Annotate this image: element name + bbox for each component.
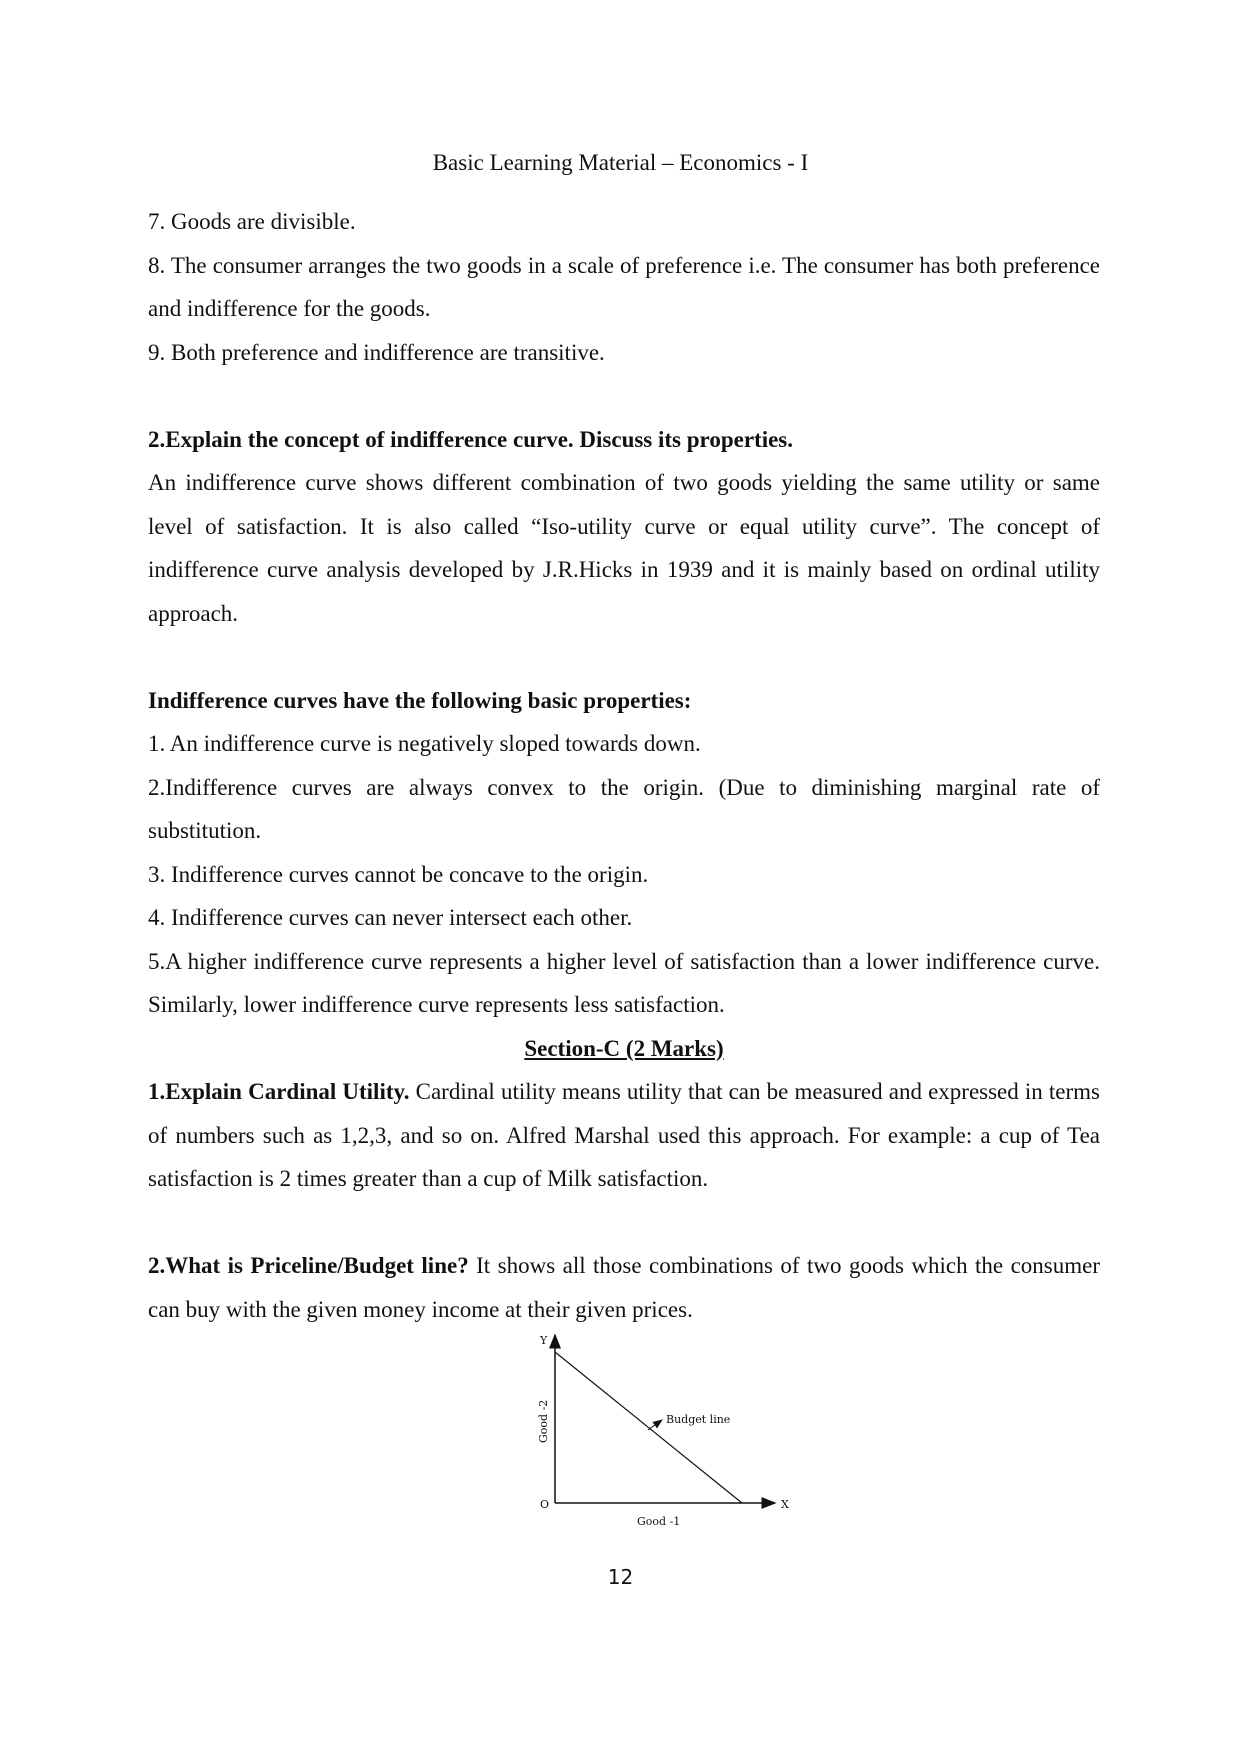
budget-line [555,1352,742,1503]
y-axis-label: Good -2 [537,1399,550,1443]
properties-heading: Indifference curves have the following basic properties: [148,687,692,713]
question-body: An indifference curve shows different combination of two goods yielding the same utility or same level of satisfaction. It is also called “Iso-utility curve or equal utility curve”. The concept of indifference curve analysis developed by J.R.Hicks in 1939 and it is mainly based on ordinal utility approach. [148,470,1100,626]
cardinal-utility-body: Cardinal utility means utility that can be measured and expressed in terms of numbers such as 1,2,3, and so on. Alfred Marshal used this approach. For example: a cup of Tea satisfaction is 2 times greater than a cup of Milk satisfaction. [148,1079,1101,1191]
page-content [148,200,1100,1331]
property-item: 5.A higher indifference curve represents a higher level of satisfaction than a lower indifference curve. Similarly, lower indifference curve represents less satisfaction. [148,948,1100,1017]
question-heading: 2.Explain the concept of indifference curve. Discuss its properties. [148,426,794,452]
y-axis-letter: Y [540,1334,548,1347]
budget-line-diagram [530,1330,810,1530]
page-number: 12 [607,1565,634,1589]
list-item: 9. Both preference and indifference are transitive. [148,339,605,365]
property-item: 2.Indifference curves are always convex to the origin. (Due to diminishing marginal rate of substitution. [148,774,1100,843]
x-axis-letter: X [781,1498,789,1511]
property-item: 3. Indifference curves cannot be concave to the origin. [148,861,649,887]
property-item: 4. Indifference curves can never intersect each other. [148,905,633,930]
budget-line-label: Budget line [666,1413,731,1426]
cardinal-utility-heading: 1.Explain Cardinal Utility. [148,1079,410,1104]
section-title: Section-C (2 Marks) [524,1035,724,1061]
budget-line-pointer [648,1420,662,1430]
list-item: 7. Goods are divisible. [148,209,356,234]
cardinal-utility-paragraph [148,1070,1100,1201]
page-header: Basic Learning Material – Economics - I [432,150,809,175]
origin-label: O [540,1498,550,1511]
property-item: 1. An indifference curve is negatively sloped towards down. [148,731,701,756]
budget-line-paragraph [148,1244,1100,1331]
x-axis-label: Good -1 [637,1515,681,1528]
budget-line-heading: 2.What is Priceline/Budget line? [148,1253,469,1278]
list-item: 8. The consumer arranges the two goods in a scale of preference i.e. The consumer has both preference and indifference for the goods. [148,252,1100,321]
budget-line-body: It shows all those combinations of two goods which the consumer can buy with the given money income at their given prices. [148,1253,1100,1322]
